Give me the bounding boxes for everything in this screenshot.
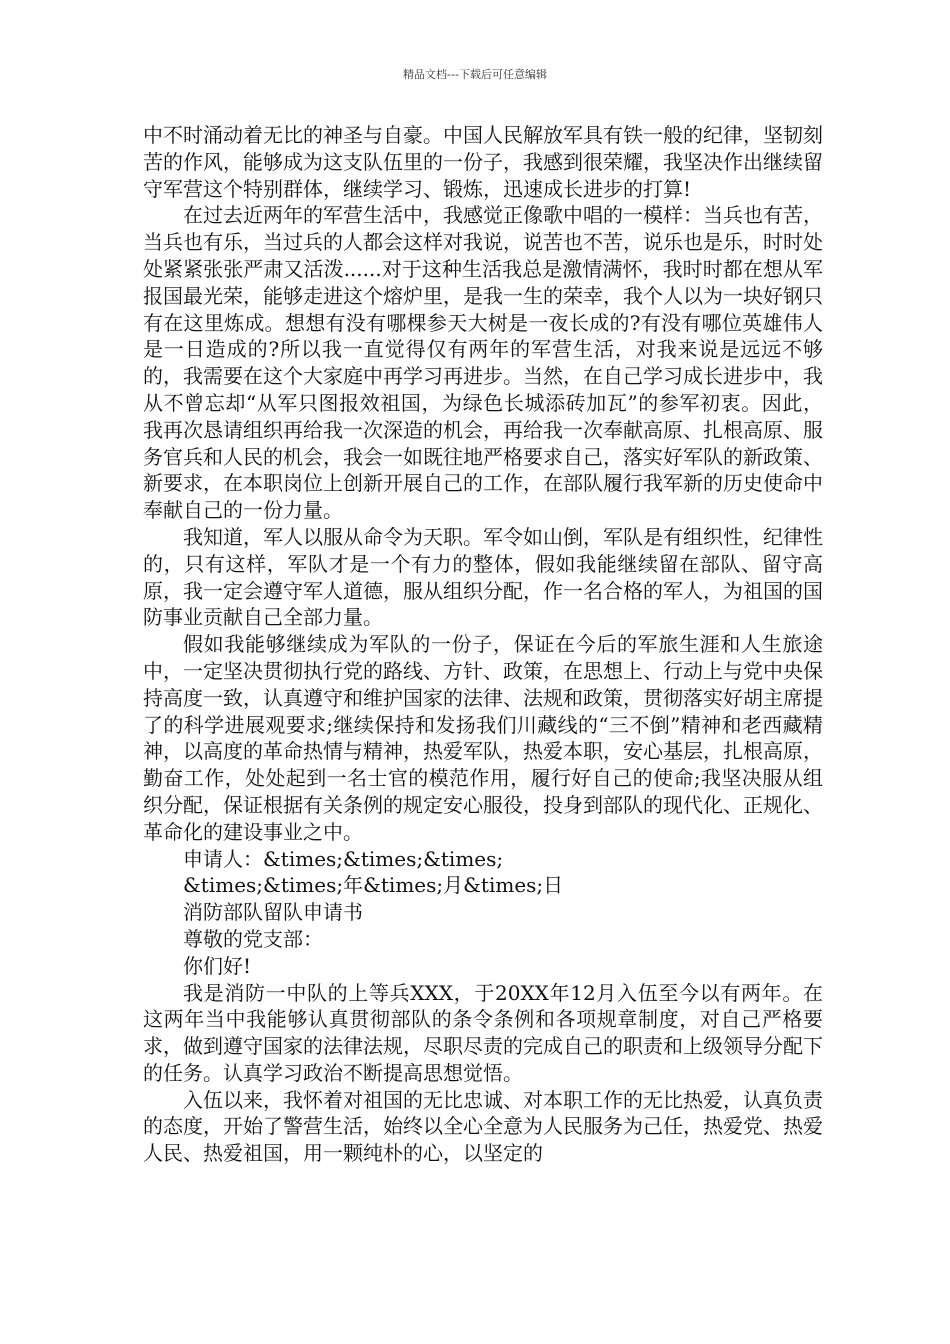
date-line: &times;&times;年&times;月&times;日 bbox=[183, 873, 564, 898]
applicant-line: 申请人：&times;&times;&times; bbox=[183, 846, 504, 871]
paragraph: 在过去近两年的军营生活中，我感觉正像歌中唱的一模样：当兵也有苦，当兵也有乐，当过兵的人都会这样对我说，说苦也不苦，说乐也是乐，时时处处紧紧张张严肃又活泼......对于这种生活我总是激情满怀，我时时都在想从军报国最光荣，能够走进这个熔炉里，是我一生的荣幸，我个人以为一块好钢只有在这里炼成。想想有没有哪棵参天大树是一夜长成的?有没有哪位英雄伟人是一日造成的?所以我一直觉得仅有两年的军营生活，对我来说是远远不够的，我需要在这个大家庭中再学习再进步。当然，在自己学习成长进步中，我从不曾忘却“从军只图报效祖国，为绿色长城添砖加瓦”的参军初衷。因此，我再次恳请组织再给我一次深造的机会，再给我一次奉献高原、扎根高原、服务官兵和人民的机会，我会一如既往地严格要求自己，落实好军队的新政策、新要求，在本职岗位上创新开展自己的工作，在部队履行我军新的历史使命中奉献自己的一份力量。 bbox=[143, 203, 823, 523]
paragraph: 入伍以来，我怀着对祖国的无比忠诚、对本职工作的无比热爱，认真负责的态度，开始了警营生活，始终以全心全意为人民服务为己任，热爱党、热爱人民、热爱祖国，用一颗纯朴的心，以坚定的 bbox=[143, 1087, 823, 1166]
page-header: 精品文档---下载后可任意编辑 bbox=[403, 68, 547, 81]
paragraph: 我知道，军人以服从命令为天职。军令如山倒，军队是有组织性，纪律性的，只有这样，军队才是一个有力的整体，假如我能继续留在部队、留守高原，我一定会遵守军人道德，服从组织分配，作一名合格的军人，为祖国的国防事业贡献自己全部力量。 bbox=[143, 524, 823, 630]
document-body bbox=[143, 122, 823, 1167]
salutation: 尊敬的党支部： bbox=[183, 926, 323, 951]
paragraph: 中不时涌动着无比的神圣与自豪。中国人民解放军具有铁一般的纪律，坚韧刻苦的作风，能够成为这支队伍里的一份子，我感到很荣耀，我坚决作出继续留守军营这个特别群体，继续学习、锻炼，迅速成长进步的打算! bbox=[143, 123, 823, 201]
greeting: 你们好! bbox=[183, 953, 252, 978]
document-title: 消防部队留队申请书 bbox=[183, 900, 363, 925]
paragraph: 假如我能够继续成为军队的一份子，保证在今后的军旅生涯和人生旅途中，一定坚决贯彻执行党的路线、方针、政策，在思想上、行动上与党中央保持高度一致，认真遵守和维护国家的法律、法规和政策，贯彻落实好胡主席提了的科学进展观要求;继续保持和发扬我们川藏线的“三不倒”精神和老西藏精神，以高度的革命热情与精神，热爱军队，热爱本职，安心基层，扎根高原，勤奋工作，处处起到一名士官的模范作用，履行好自己的使命;我坚决服从组织分配，保证根据有关条例的规定安心服役，投身到部队的现代化、正规化、革命化的建设事业之中。 bbox=[143, 632, 823, 844]
paragraph: 我是消防一中队的上等兵XXX，于20XX年12月入伍至今以有两年。在这两年当中我能够认真贯彻部队的条令条例和各项规章制度，对自己严格要求，做到遵守国家的法律法规，尽职尽责的完成自己的职责和上级领导分配下的任务。认真学习政治不断提高思想觉悟。 bbox=[143, 980, 823, 1085]
